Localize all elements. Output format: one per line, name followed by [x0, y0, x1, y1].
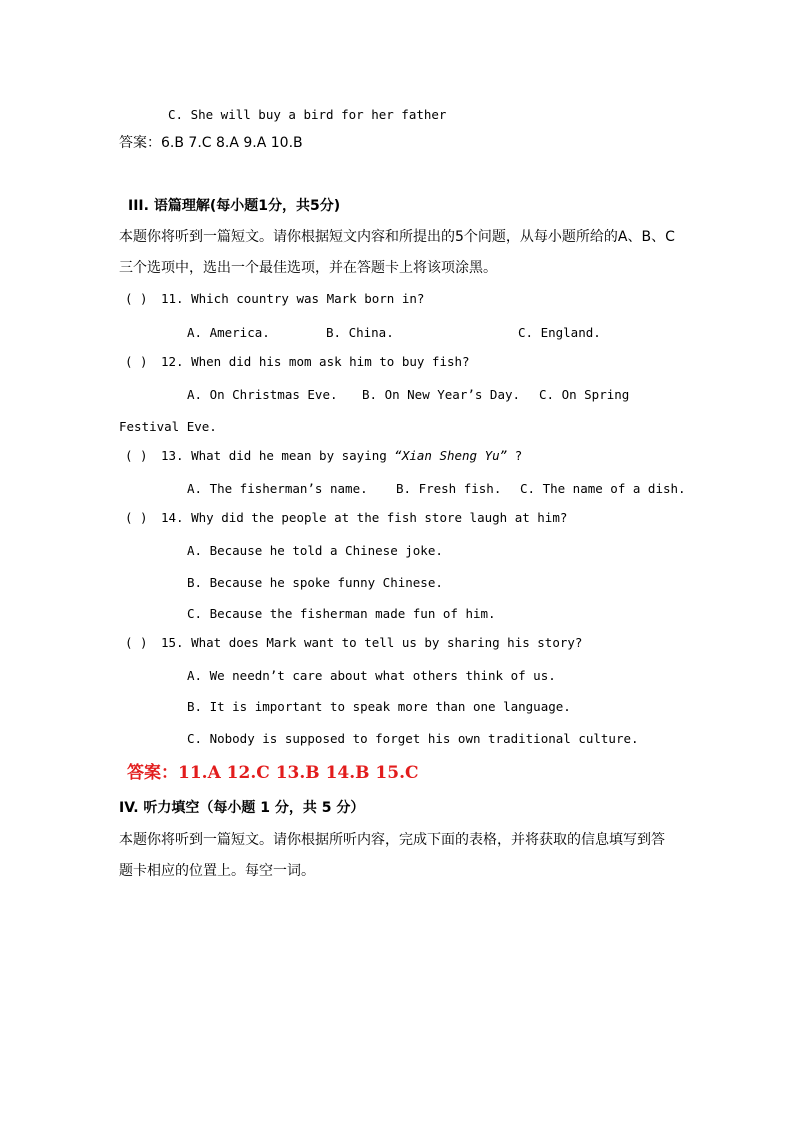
question-15-stem: 15. What does Mark want to tell us by sharing his story? [161, 635, 583, 650]
answer-blank: ( ) [125, 291, 148, 306]
option-b: B. On New Year’s Day. [362, 387, 521, 402]
answer-blank: ( ) [125, 448, 148, 463]
question-14 [125, 509, 567, 527]
section3-instructions-line2: 三个选项中，选出一个最佳选项，并在答题卡上将该项涂黑。 [119, 260, 497, 276]
answer-blank: ( ) [125, 354, 148, 369]
question-15-option-c: C. Nobody is supposed to forget his own traditional culture. [187, 731, 639, 746]
question-11-stem: 11. Which country was Mark born in? [161, 291, 425, 306]
question-13 [125, 447, 522, 465]
question-12 [125, 353, 470, 371]
question-15-option-a: A. We needn’t care about what others think of us. [187, 668, 556, 683]
question-13-options [187, 480, 686, 498]
question-15-option-b: B. It is important to speak more than one language. [187, 699, 571, 714]
question-11-options [187, 324, 601, 342]
answer-blank: ( ) [125, 635, 148, 650]
question-14-option-b: B. Because he spoke funny Chinese. [187, 575, 443, 590]
option-c: C. The name of a dish. [520, 481, 686, 496]
section4-instructions-line1: 本题你将听到一篇短文。请你根据所听内容，完成下面的表格，并将获取的信息填写到答 [119, 832, 665, 848]
option-a: A. America. [187, 325, 270, 340]
section4-instructions-line2: 题卡相应的位置上。每空一词。 [119, 863, 315, 879]
option-b: B. China. [326, 325, 394, 340]
section3-heading: III. 语篇理解(每小题1分，共5分) [128, 198, 341, 214]
option-b: B. Fresh fish. [396, 481, 502, 496]
option-a: A. The fisherman’s name. [187, 481, 368, 496]
question-14-option-a: A. Because he told a Chinese joke. [187, 543, 443, 558]
section4-heading: IV. 听力填空（每小题 1 分，共 5 分） [119, 800, 365, 816]
question-13-stem: 13. What did he mean by saying [161, 448, 395, 463]
prev-option-c: C. She will buy a bird for her father [168, 107, 447, 122]
question-12-stem: 12. When did his mom ask him to buy fish? [161, 354, 470, 369]
question-12-options [187, 386, 629, 404]
section3-instructions-line1: 本题你将听到一篇短文。请你根据短文内容和所提出的5个问题，从每小题所给的A、B、C [119, 229, 675, 245]
section3-answer-key: 答案：11.A 12.C 13.B 14.B 15.C [127, 763, 419, 783]
answer-blank: ( ) [125, 510, 148, 525]
question-11 [125, 290, 424, 308]
question-13-quote: “Xian Sheng Yu” [394, 448, 508, 463]
option-c-continued: Festival Eve. [119, 419, 217, 434]
question-13-stem-end: ? [507, 448, 523, 463]
prev-answer-key: 答案：6.B 7.C 8.A 9.A 10.B [119, 135, 303, 151]
question-14-option-c: C. Because the fisherman made fun of him. [187, 606, 496, 621]
option-c: C. On Spring [539, 387, 630, 402]
question-15 [125, 634, 582, 652]
option-a: A. On Christmas Eve. [187, 387, 338, 402]
question-14-stem: 14. Why did the people at the fish store laugh at him? [161, 510, 568, 525]
option-c: C. England. [518, 325, 601, 340]
